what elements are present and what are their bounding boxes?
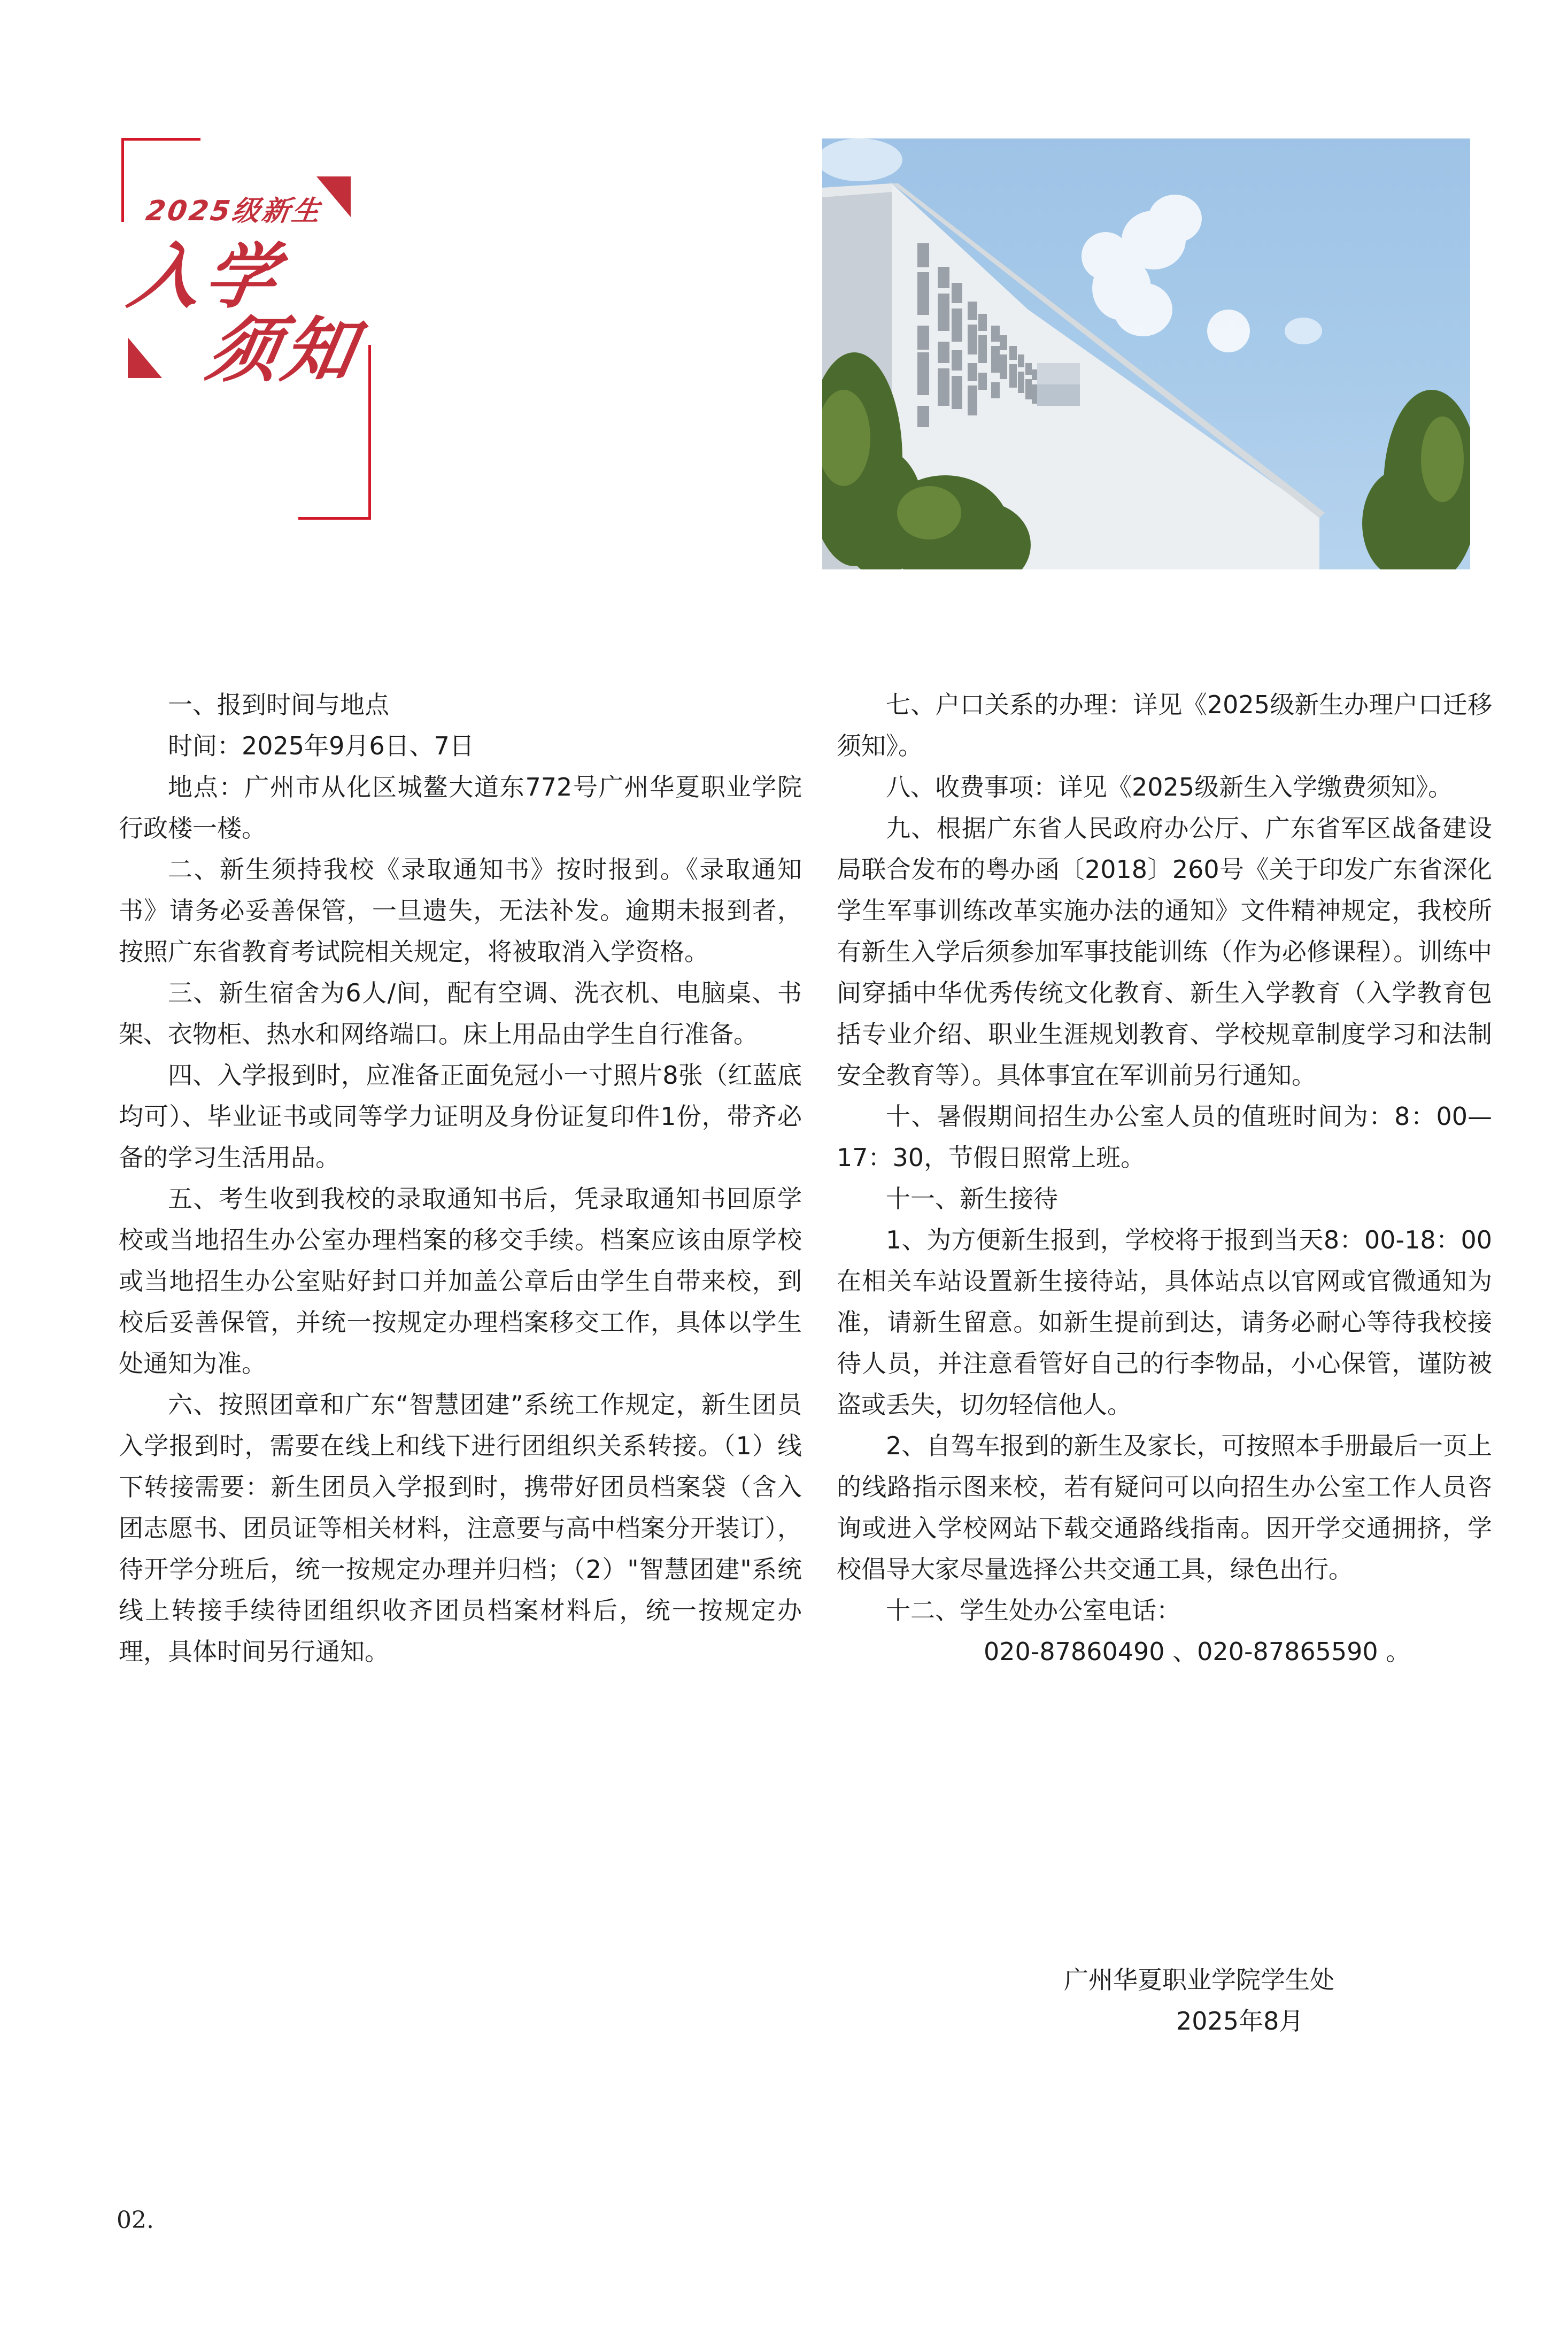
triangle-decoration-bottom-left bbox=[128, 337, 162, 378]
title-block bbox=[107, 128, 508, 545]
section-5-archives: 五、考生收到我校的录取通知书后，凭录取通知书回原学校或当地招生办公室办理档案的移交手续。档案应该由原学校或当地招生办公室贴好封口并加盖公章后由学生自带来校，到校后妥善保管，并统一按规定办理档案移交工作，具体以学生处通知为准。 bbox=[119, 1184, 802, 1378]
section-3-dormitory: 三、新生宿舍为6人/间，配有空调、洗衣机、电脑桌、书架、衣物柜、热水和网络端口。床上用品由学生自行准备。 bbox=[119, 978, 802, 1048]
subtitle: 2025级新生 bbox=[144, 195, 325, 227]
title-line-2: 须知 bbox=[201, 310, 366, 392]
title-line-1: 入学 bbox=[123, 236, 288, 318]
section-11-heading: 十一、新生接待 bbox=[886, 1184, 1058, 1213]
section-4-documents: 四、入学报到时，应准备正面免冠小一寸照片8张（红蓝底均可）、毕业证书或同等学力证明及身份证复印件1份，带齐必备的学习生活用品。 bbox=[119, 1061, 802, 1172]
frame-corner-bottom-right-horizontal bbox=[298, 517, 371, 520]
frame-corner-top-left-vertical bbox=[121, 138, 124, 222]
section-6-league-transfer: 六、按照团章和广东“智慧团建”系统工作规定，新生团员入学报到时，需要在线上和线下进行团组织关系转接。（1）线下转接需要：新生团员入学报到时，携带好团员档案袋（含入团志愿书、团员证等相关材料，注意要与高中档案分开装订），待开学分班后，统一按规定办理并归档；（2）"智慧团建"系统线上转接手续待团组织收齐团员档案材料后，统一按规定办理，具体时间另行通知。 bbox=[119, 1390, 802, 1666]
campus-building-photo bbox=[822, 138, 1470, 569]
signature-organization: 广州华夏职业学院学生处 bbox=[1064, 1965, 1334, 1994]
page-number: 02. bbox=[117, 2207, 154, 2234]
section-11-item-2: 2、自驾车报到的新生及家长，可按照本手册最后一页上的线路指示图来校，若有疑问可以向招生办公室工作人员咨询或进入学校网站下载交通路线指南。因开学交通拥挤，学校倡导大家尽量选择公共交通工具，绿色出行。 bbox=[837, 1431, 1492, 1584]
section-12-phone-heading: 十二、学生处办公室电话： bbox=[886, 1596, 1181, 1625]
section-11-item-1: 1、为方便新生报到，学校将于报到当天8：00-18：00在相关车站设置新生接待站，具体站点以官网或官微通知为准，请新生留意。如新生提前到达，请务必耐心等待我校接待人员，并注意看管好自己的行李物品，小心保管，谨防被盗或丢失，切勿轻信他人。 bbox=[837, 1225, 1492, 1419]
section-7-household: 七、户口关系的办理：详见《2025级新生办理户口迁移须知》。 bbox=[837, 690, 1492, 760]
section-1-location: 地点：广州市从化区城鳌大道东772号广州华夏职业学院行政楼一楼。 bbox=[119, 773, 802, 843]
office-phone-numbers: 020-87860490 、020-87865590 。 bbox=[984, 1637, 1411, 1666]
frame-corner-top-left-horizontal bbox=[121, 138, 200, 141]
section-1-time: 时间：2025年9月6日、7日 bbox=[168, 731, 474, 760]
section-2-admission-letter: 二、新生须持我校《录取通知书》按时报到。《录取通知书》请务必妥善保管，一旦遗失，无法补发。逾期未报到者，按照广东省教育考试院相关规定，将被取消入学资格。 bbox=[119, 855, 802, 966]
notice-right-column bbox=[837, 684, 1492, 1672]
section-1-heading: 一、报到时间与地点 bbox=[168, 690, 389, 719]
section-9-military-training: 九、根据广东省人民政府办公厅、广东省军区战备建设局联合发布的粤办函〔2018〕260号《关于印发广东省深化学生军事训练改革实施办法的通知》文件精神规定，我校所有新生入学后须参加军事技能训练（作为必修课程）。训练中间穿插中华优秀传统文化教育、新生入学教育（入学教育包括专业介绍、职业生涯规划教育、学校规章制度学习和法制安全教育等）。具体事宜在军训前另行通知。 bbox=[837, 814, 1492, 1090]
section-8-fees: 八、收费事项：详见《2025级新生入学缴费须知》。 bbox=[886, 773, 1453, 801]
notice-left-column bbox=[119, 684, 802, 1672]
frame-corner-bottom-right-vertical bbox=[368, 345, 371, 520]
signature-date: 2025年8月 bbox=[1176, 2007, 1304, 2035]
section-10-office-hours: 十、暑假期间招生办公室人员的值班时间为：8：00—17：30，节假日照常上班。 bbox=[837, 1102, 1492, 1172]
